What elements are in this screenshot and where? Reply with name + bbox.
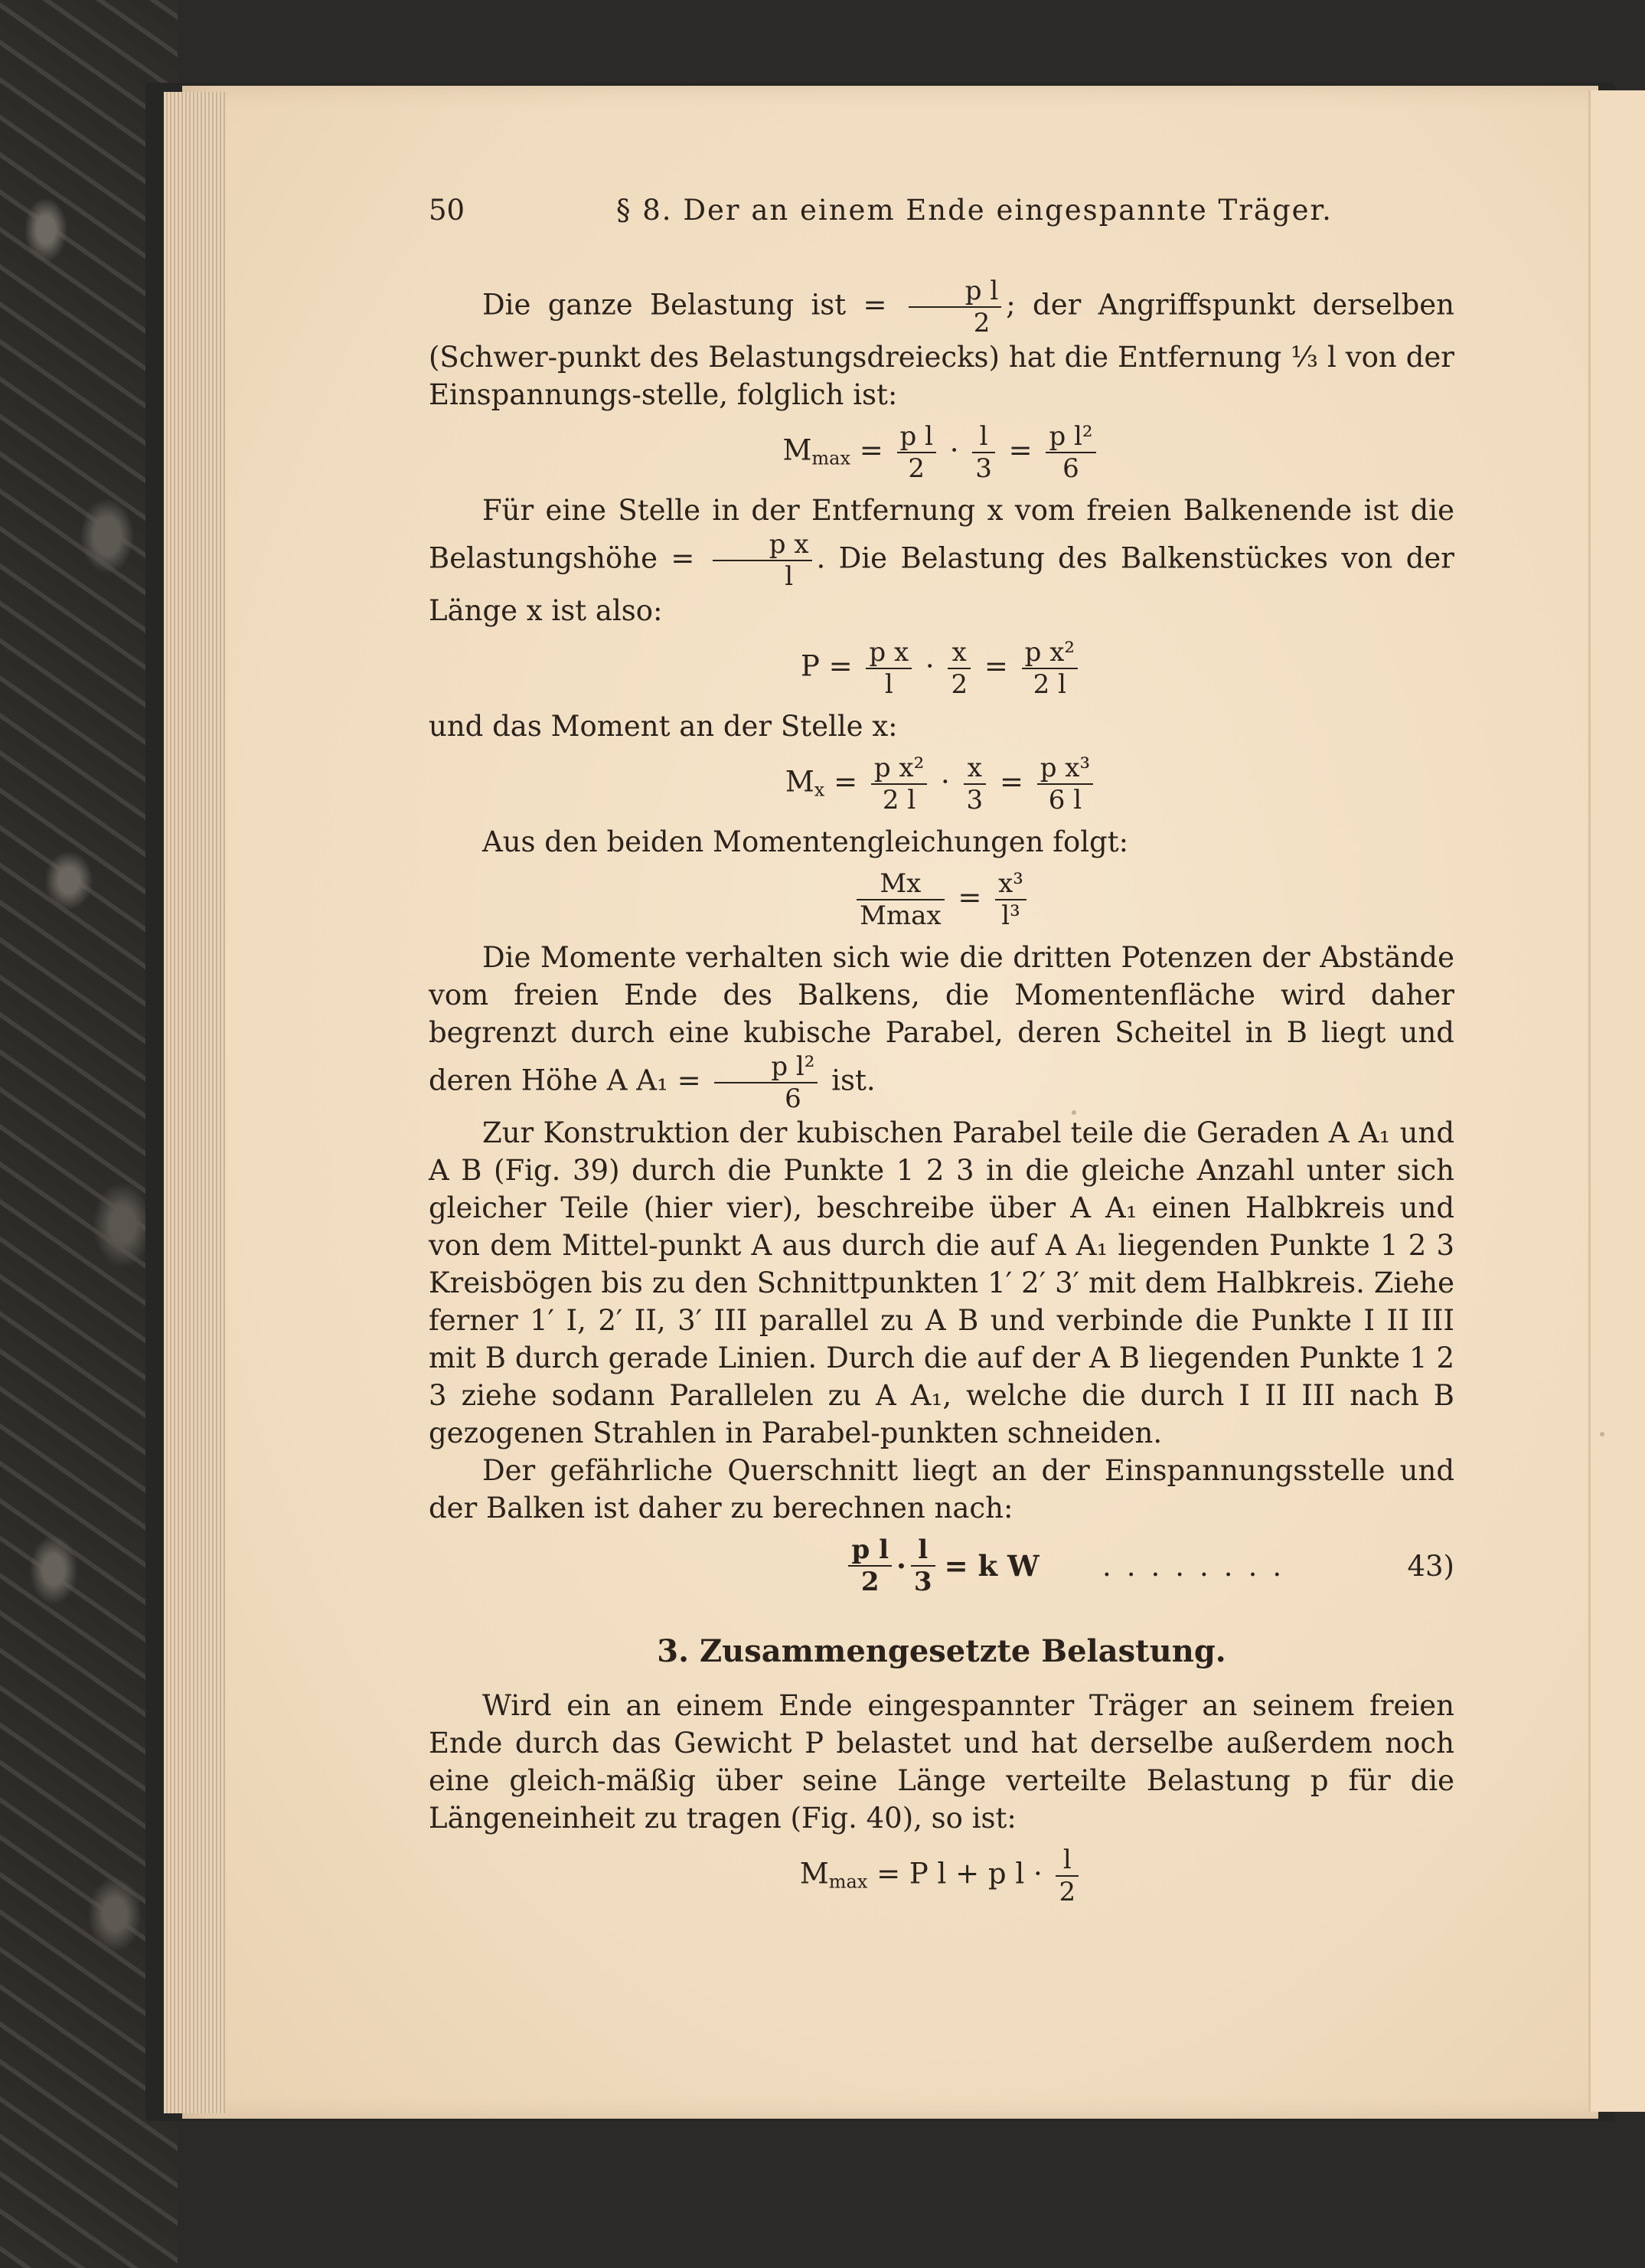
equation-mmax-combined: $M_{max} = P$ l + p l · $\frac{l}{2}$ [429,1845,1454,1907]
paper-fleck [1072,1110,1076,1115]
paragraph-7: Der gefährliche Querschnitt liegt an der Einspannungsstelle und der Balken ist daher zu berechnen nach: [429,1454,1454,1525]
p1-text-b: ; der Angriffspunkt derselben (Schwer-punkt des Belastungsdreiecks) hat die Entfernung ⅓ l von der Einspannungs-stelle, folglich ist: [429,288,1454,411]
paragraph-3: und das Moment an der Stelle x: [429,710,898,743]
paragraph-1 [429,276,1454,413]
leader-dots: ........ [1102,1549,1297,1583]
paragraph-8: Wird ein an einem Ende eingespannter Träger an seinem freien Ende durch das Gewicht P belastet und hat derselbe außerdem noch eine gleich-mäßig über seine Länge verteilte Belastung p für die Längeneinheit zu tragen (Fig. 40), so ist: [429,1689,1454,1835]
paragraph-5: Die Momente verhalten sich wie die dritten Potenzen der Abstände vom freien Ende des Balkens, die Momentenfläche wird daher begrenzt durch eine kubische Parabel, deren Scheitel in B liegt und deren Höhe A A₁ = $\frac{\text{p l²}}{6}$ ist. [429,941,1454,1114]
page-edges [164,92,225,2113]
equation-mmax: $M_{max}$ = $\frac{\text{p l}}{2}$ · $\frac{l}{3}$ = $\frac{\text{p l²}}{6}$ [429,421,1454,484]
paragraph-2: Für eine Stelle in der Entfernung x vom freien Balkenende ist die Belastungshöhe = $\frac{\text{p x}}{l}$ . Die Belastung des Balkenstückes von der Länge x ist also: [429,494,1454,627]
paper-fleck [1600,1432,1604,1436]
equation-p: P = $\frac{\text{p x}}{l}$ · $\frac{x}{2}$ = $\frac{\text{p x²}}{2 l}$ [429,637,1454,700]
equation-mx: $M_x$ = $\frac{\text{p x²}}{2 l}$ · $\frac{x}{3}$ = $\frac{\text{p x³}}{6 l}$ [429,753,1454,815]
p1-text-a: Die ganze Belastung ist = [482,288,887,322]
page-number: 50 [429,194,465,227]
next-page-edge [1588,90,1645,2112]
section-heading: 3. Zusammengesetzte Belastung. [657,1633,1226,1669]
p5-fraction: $\frac{\text{p l²}}{6}$ [714,1051,818,1114]
page-header [429,191,1454,237]
page-body [429,276,1454,1915]
equation-number: 43) [1407,1549,1454,1583]
p1-fraction: $\frac{\text{p l}}{2}$ [909,276,1001,338]
paragraph-4: Aus den beiden Momentengleichungen folgt: [482,825,1129,858]
p2-fraction: $\frac{\text{p x}}{l}$ [713,529,812,592]
paragraph-6: Zur Konstruktion der kubischen Parabel teile die Geraden A A₁ und A B (Fig. 39) durch die Punkte 1 2 3 in die gleiche Anzahl unter sich gleicher Teile (hier vier), beschreibe über A A₁ einen Halbkreis und von dem Mittel-punkt A aus durch die auf A A₁ liegenden Punkte 1 2 3 Kreisbögen bis zu den Schnittpunkten 1′ 2′ 3′ mit dem Halbkreis. Ziehe ferner 1′ I, 2′ II, 3′ III parallel zu A B und verbinde die Punkte I II III mit B durch gerade Linien. Durch die auf der A B liegenden Punkte 1 2 3 ziehe sodann Parallelen zu A A₁, welche die durch I II III nach B gezogenen Strahlen in Parabel-punkten schneiden. [429,1116,1454,1449]
equation-ratio: $\frac{Mx}{Mmax}$ = $\frac{\text{x³}}{\text{l³}}$ [429,868,1454,931]
equation-43: $\frac{\text{p l}}{2}$ · $\frac{l}{3}$ = k W ........ 43) [429,1534,1454,1597]
running-head: § 8. Der an einem Ende eingespannte Träger. [616,194,1333,227]
